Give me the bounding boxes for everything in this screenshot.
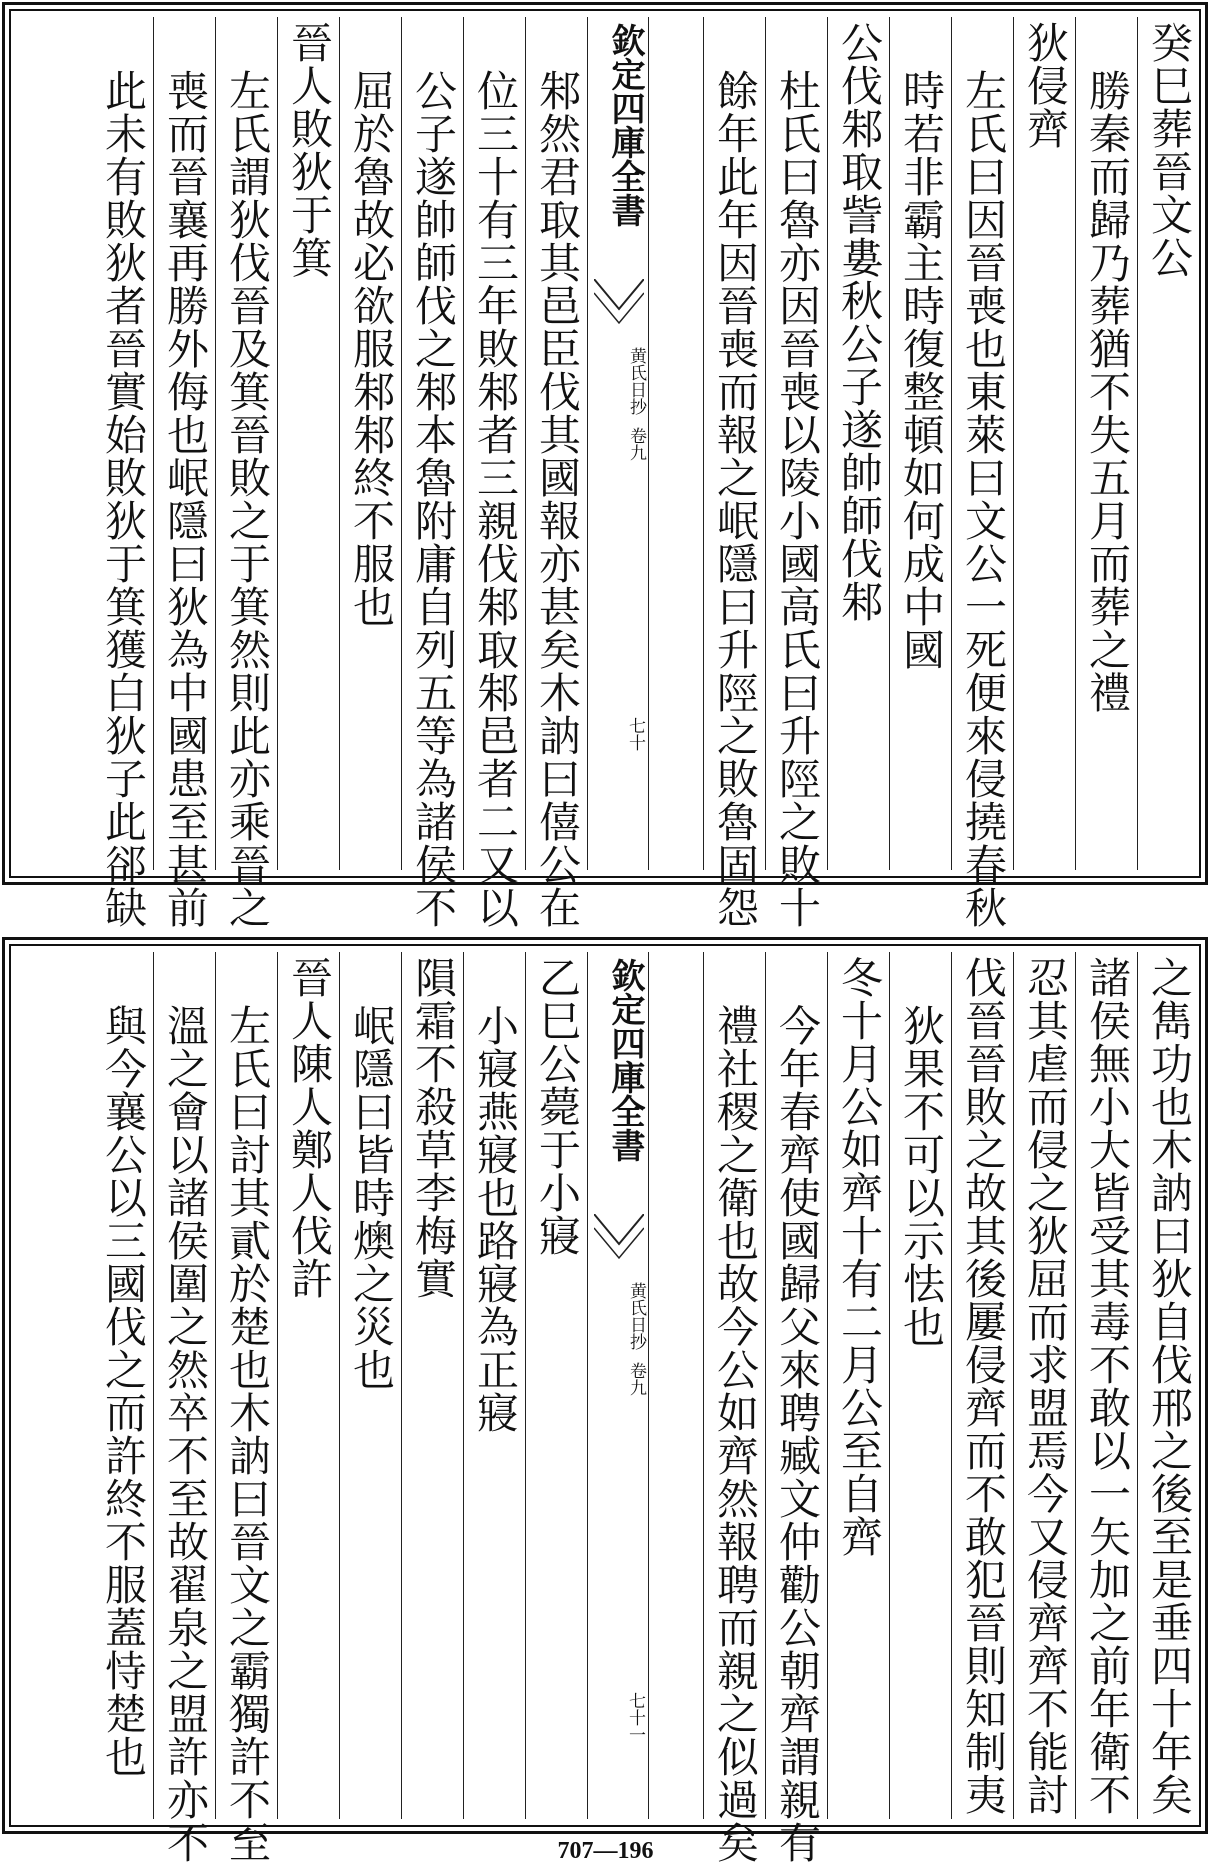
text-column xyxy=(525,17,587,929)
column-text: 左氏曰討其貳於楚也木訥曰晉文之霸獨許不至 xyxy=(223,1004,272,1864)
column-text: 屈於魯故必欲服邾邾終不服也 xyxy=(347,69,396,628)
band-title: 欽定四庫全書 xyxy=(605,958,645,1162)
text-column xyxy=(153,17,215,929)
band-volume: 卷九 xyxy=(626,427,646,461)
column-text: 時若非霸主時復整頓如何成中國 xyxy=(897,69,946,671)
text-column xyxy=(401,17,463,929)
column-text: 此未有敗狄者晉實始敗狄于箕獲白狄子此郤缺 xyxy=(99,69,148,929)
column-text: 勝秦而歸乃葬猶不失五月而葬之禮 xyxy=(1083,69,1132,714)
text-column xyxy=(277,952,339,1819)
text-column xyxy=(1137,952,1199,1819)
text-column xyxy=(525,952,587,1819)
text-column xyxy=(339,17,401,870)
column-text: 冬十月公如齊十有二月公至自齊 xyxy=(835,956,884,1558)
text-column xyxy=(339,952,401,1819)
column-text: 左氏謂狄伐晉及箕晉敗之于箕然則此亦乘晉之 xyxy=(223,69,272,929)
text-column xyxy=(1075,17,1137,870)
text-column xyxy=(463,952,525,1819)
text-column xyxy=(1075,952,1137,1819)
text-column xyxy=(951,952,1013,1819)
column-text: 隕霜不殺草李梅實 xyxy=(409,956,458,1300)
column-text: 禮社稷之衛也故今公如齊然報聘而親之似過矣 xyxy=(711,1004,760,1864)
text-column xyxy=(703,952,765,1864)
column-text: 杜氏曰魯亦因晉喪以陵小國高氏曰升陘之敗十 xyxy=(773,69,822,929)
column-text: 諸侯無小大皆受其毒不敢以一矢加之前年衛不 xyxy=(1083,956,1132,1816)
column-text: 今年春齊使國歸父來聘臧文仲勸公朝齊謂親有 xyxy=(773,1004,822,1864)
column-text: 餘年此年因晉喪而報之岷隱曰升陘之敗魯固怨 xyxy=(711,69,760,929)
column-text: 癸巳葬晉文公 xyxy=(1145,21,1194,279)
column-text: 公伐邾取訾婁秋公子遂帥師伐邾 xyxy=(835,21,884,623)
text-column xyxy=(277,17,339,870)
band-source: 黄氏日抄 xyxy=(626,347,646,415)
column-text: 邾然君取其邑臣伐其國報亦甚矣木訥曰僖公在 xyxy=(533,69,582,929)
page-footer-number: 707—196 xyxy=(557,1838,654,1864)
center-band xyxy=(587,952,649,1819)
column-text: 乙巳公薨于小寢 xyxy=(533,956,582,1257)
text-column xyxy=(827,952,889,1819)
column-text: 伐晉晉敗之故其後屢侵齊而不敢犯晉則知制夷 xyxy=(959,956,1008,1816)
column-text: 位三十有三年敗邾者三親伐邾取邾邑者二又以 xyxy=(471,69,520,929)
text-column xyxy=(401,952,463,1819)
band-source: 黄氏日抄 xyxy=(626,1282,646,1350)
column-text: 公子遂帥師伐之邾本魯附庸自列五等為諸侯不 xyxy=(409,69,458,929)
text-column xyxy=(765,952,827,1864)
column-text: 忍其虐而侵之狄屈而求盟焉今又侵齊齊不能討 xyxy=(1021,956,1070,1816)
band-volume: 卷九 xyxy=(626,1362,646,1396)
column-text: 與今襄公以三國伐之而許終不服蓋恃楚也 xyxy=(99,1004,148,1778)
column-text: 溫之會以諸侯圍之然卒不至故翟泉之盟許亦不 xyxy=(161,1004,210,1864)
top-page xyxy=(2,2,1208,929)
column-text: 狄果不可以示怯也 xyxy=(897,1004,946,1348)
text-column xyxy=(765,17,827,929)
column-text: 小寢燕寢也路寢為正寢 xyxy=(471,1004,520,1434)
band-page-number: 七十一 xyxy=(625,1692,645,1743)
column-text: 狄侵齊 xyxy=(1021,21,1070,150)
band-page-number: 七十 xyxy=(625,717,645,751)
text-column xyxy=(91,17,153,929)
fishtail-mark xyxy=(594,1214,644,1274)
text-column xyxy=(889,952,951,1819)
column-text: 晉人敗狄于箕 xyxy=(285,21,334,279)
text-column xyxy=(889,17,951,870)
column-text: 岷隱曰皆時燠之災也 xyxy=(347,1004,396,1391)
fishtail-mark xyxy=(594,279,644,339)
text-column xyxy=(153,952,215,1864)
column-text: 晉人陳人鄭人伐許 xyxy=(285,956,334,1300)
text-column xyxy=(215,952,277,1864)
center-band xyxy=(587,17,649,870)
band-title: 欽定四庫全書 xyxy=(605,23,645,227)
column-text: 喪而晉襄再勝外侮也岷隱曰狄為中國患至甚前 xyxy=(161,69,210,929)
text-column xyxy=(951,17,1013,929)
text-column xyxy=(827,17,889,870)
text-column xyxy=(1013,952,1075,1819)
text-column xyxy=(215,17,277,929)
text-column xyxy=(1137,17,1199,870)
text-column xyxy=(463,17,525,929)
text-column xyxy=(1013,17,1075,870)
text-column xyxy=(91,952,153,1819)
column-text: 之雋功也木訥曰狄自伐邢之後至是垂四十年矣 xyxy=(1145,956,1194,1816)
text-column xyxy=(703,17,765,929)
column-text: 左氏曰因晉喪也東萊曰文公一死便來侵撓春秋 xyxy=(959,69,1008,929)
